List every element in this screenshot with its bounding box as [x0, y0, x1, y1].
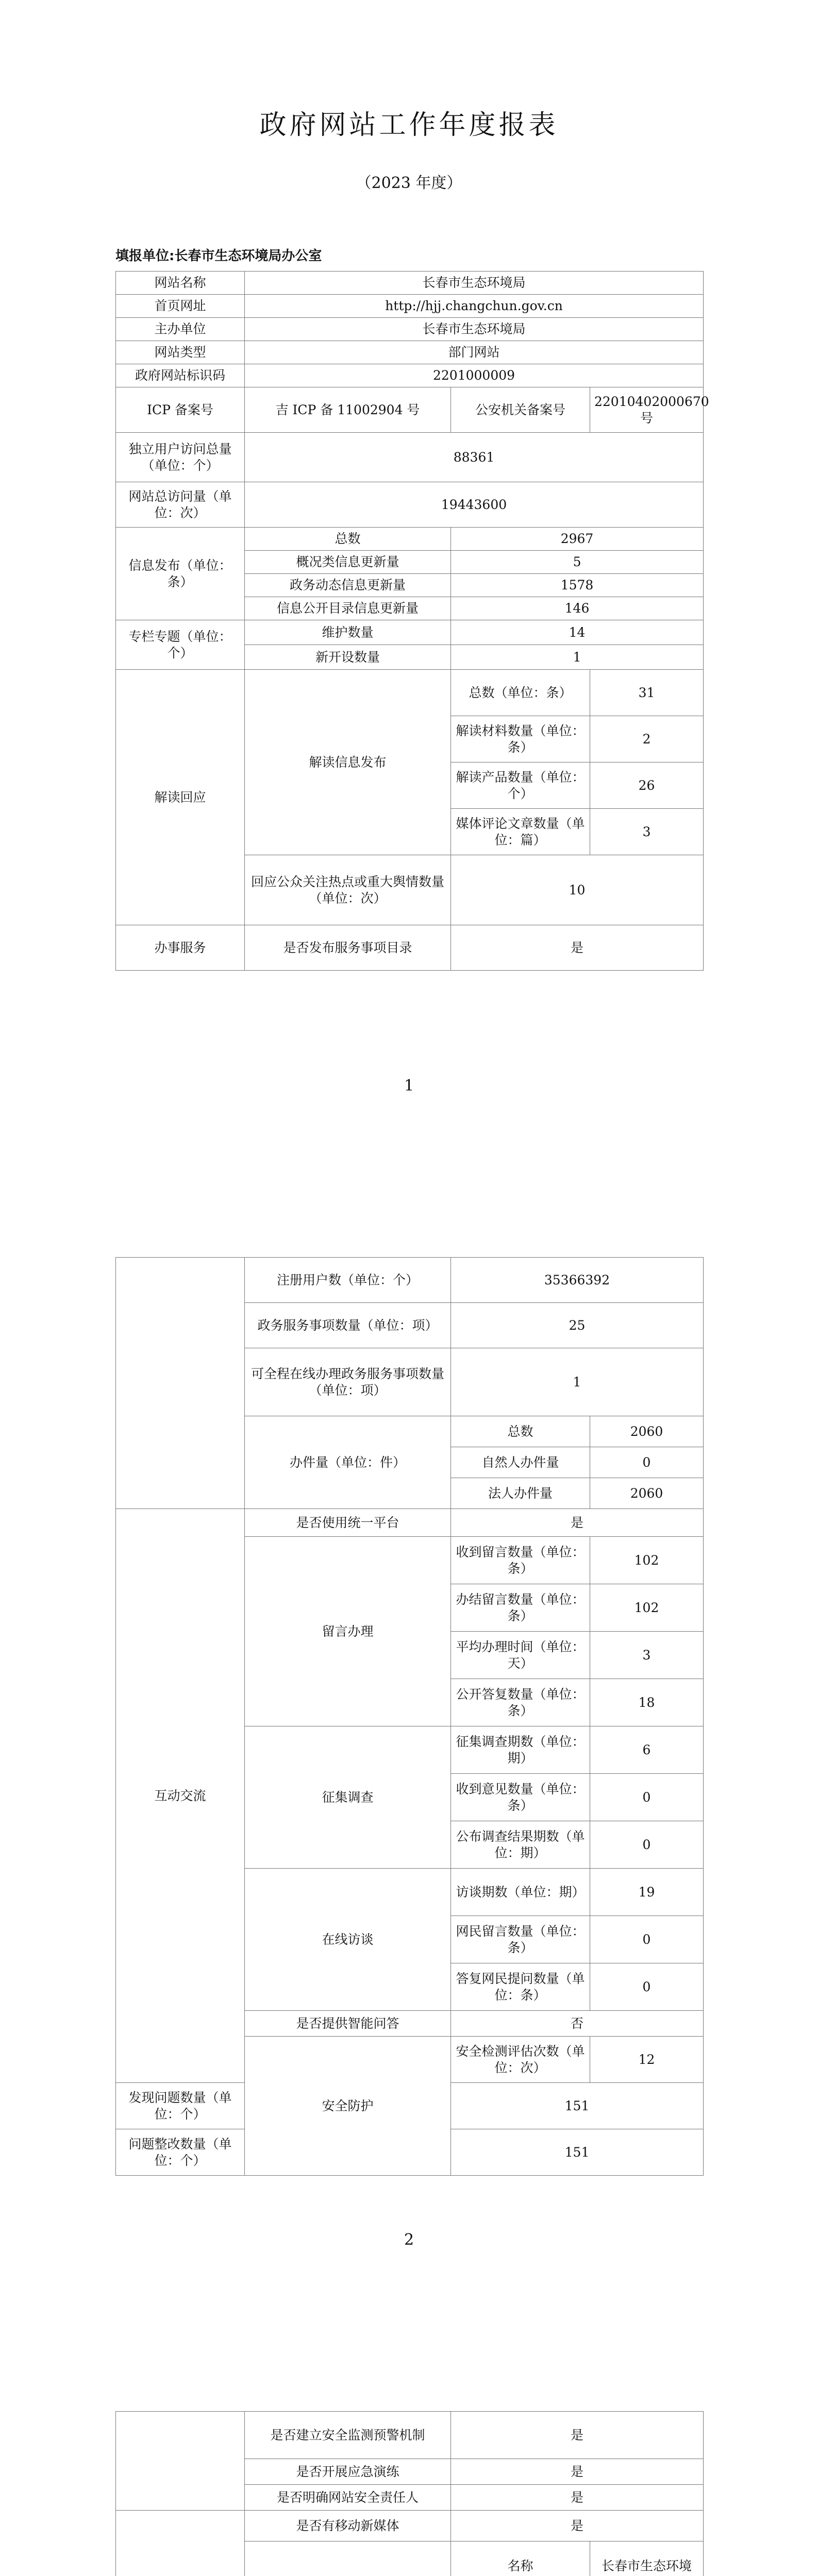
cell-label: 是否有移动新媒体	[245, 2511, 451, 2541]
cell-label: 平均办理时间（单位：天）	[451, 1632, 590, 1679]
cell-value: 是	[451, 925, 704, 971]
cell-value: 31	[590, 670, 704, 716]
cell-label: 名称	[451, 2541, 590, 2576]
cell-label: 解读信息发布	[245, 670, 451, 855]
cell-label: 概况类信息更新量	[245, 551, 451, 574]
cell-label: 注册用户数（单位：个）	[245, 1258, 451, 1303]
cell-value: 是	[451, 1509, 704, 1537]
cell-value: 5	[451, 551, 704, 574]
cell-value: 是	[451, 2511, 704, 2541]
cell-value: 25	[451, 1303, 704, 1348]
table-row	[116, 620, 704, 645]
cell-label	[116, 1258, 245, 1509]
cell-value: 是	[451, 2485, 704, 2511]
table-row	[116, 272, 704, 295]
cell-label: 是否使用统一平台	[245, 1509, 451, 1537]
table-row	[116, 670, 704, 716]
cell-label: 公安机关备案号	[451, 387, 590, 433]
cell-value: 2060	[590, 1416, 704, 1447]
cell-value: 1578	[451, 574, 704, 597]
cell-value: 0	[590, 1447, 704, 1478]
cell-label: 是否提供智能问答	[245, 2011, 451, 2037]
page-number: 1	[404, 1077, 414, 1095]
table-row	[116, 318, 704, 341]
report-table-page3	[115, 2411, 704, 2576]
cell-label: 问题整改数量（单位：个）	[116, 2129, 245, 2176]
cell-value: 151	[451, 2083, 704, 2129]
cell-value: 26	[590, 762, 704, 809]
cell-label: 办件量（单位：件）	[245, 1416, 451, 1509]
table-row	[116, 433, 704, 482]
cell-label: 总数（单位：条）	[451, 670, 590, 716]
cell-value: 长春市生态环境局	[245, 318, 704, 341]
cell-label: 专栏专题（单位：个）	[116, 620, 245, 670]
cell-label: 总数	[245, 528, 451, 551]
report-year: （2023 年度）	[356, 174, 462, 192]
cell-value: 6	[590, 1726, 704, 1774]
table-row	[116, 482, 704, 528]
cell-label: 是否开展应急演练	[245, 2459, 451, 2485]
cell-label: 可全程在线办理政务服务事项数量（单位：项）	[245, 1348, 451, 1416]
cell-value: 22010402000670 号	[590, 387, 704, 433]
table-row	[116, 2511, 704, 2541]
cell-value: 吉 ICP 备 11002904 号	[245, 387, 451, 433]
cell-label: 自然人办件量	[451, 1447, 590, 1478]
cell-label: 维护数量	[245, 620, 451, 645]
cell-value: 长春市生态环境	[590, 2541, 704, 2576]
cell-value: 2	[590, 716, 704, 762]
cell-label	[116, 2412, 245, 2511]
cell-value: 是	[451, 2412, 704, 2459]
table-row	[116, 341, 704, 364]
table-row	[116, 1509, 704, 1537]
cell-label: 法人办件量	[451, 1478, 590, 1509]
cell-value: 部门网站	[245, 341, 704, 364]
cell-label: 媒体评论文章数量（单位：篇）	[451, 809, 590, 855]
cell-value: 151	[451, 2129, 704, 2176]
cell-label: 是否发布服务事项目录	[245, 925, 451, 971]
cell-value: 102	[590, 1537, 704, 1584]
cell-label: 征集调查期数（单位：期）	[451, 1726, 590, 1774]
cell-label: 总数	[451, 1416, 590, 1447]
cell-label: 访谈期数（单位：期）	[451, 1869, 590, 1916]
table-row	[116, 1258, 704, 1303]
cell-label: 公开答复数量（单位：条）	[451, 1679, 590, 1726]
table-row	[116, 925, 704, 971]
cell-label: 征集调查	[245, 1726, 451, 1869]
cell-label: 收到留言数量（单位：条）	[451, 1537, 590, 1584]
cell-label: 网站总访问量（单位：次）	[116, 482, 245, 528]
cell-value: 35366392	[451, 1258, 704, 1303]
cell-label: 首页网址	[116, 295, 245, 318]
cell-value: 102	[590, 1584, 704, 1632]
cell-label: 解读材料数量（单位：条）	[451, 716, 590, 762]
cell-label: 回应公众关注热点或重大舆情数量（单位：次）	[245, 855, 451, 925]
cell-label: 新开设数量	[245, 645, 451, 670]
cell-label: 答复网民提问数量（单位：条）	[451, 1963, 590, 2011]
cell-label: 主办单位	[116, 318, 245, 341]
cell-value: 14	[451, 620, 704, 645]
cell-label: 网站类型	[116, 341, 245, 364]
cell-label: 网民留言数量（单位：条）	[451, 1916, 590, 1963]
cell-value: 146	[451, 597, 704, 620]
table-row	[116, 2412, 704, 2459]
cell-label: 在线访谈	[245, 1869, 451, 2011]
table-row	[116, 387, 704, 433]
cell-value: 2060	[590, 1478, 704, 1509]
cell-label: 政务服务事项数量（单位：项）	[245, 1303, 451, 1348]
cell-label: 政府网站标识码	[116, 364, 245, 387]
table-row	[116, 364, 704, 387]
cell-value: 12	[590, 2037, 704, 2083]
cell-value: 18	[590, 1679, 704, 1726]
cell-value: 2967	[451, 528, 704, 551]
cell-label: 发现问题数量（单位：个）	[116, 2083, 245, 2129]
cell-label: 收到意见数量（单位：条）	[451, 1774, 590, 1821]
cell-label: 网站名称	[116, 272, 245, 295]
table-row	[116, 295, 704, 318]
cell-label: 解读产品数量（单位：个）	[451, 762, 590, 809]
cell-label: 独立用户访问总量（单位：个）	[116, 433, 245, 482]
report-table-page2	[115, 1257, 704, 2176]
cell-value: 长春市生态环境局	[245, 272, 704, 295]
cell-value: 10	[451, 855, 704, 925]
cell-label	[116, 2511, 245, 2576]
cell-label: 信息发布（单位：条）	[116, 528, 245, 620]
cell-label: 公布调查结果期数（单位：期）	[451, 1821, 590, 1869]
cell-label: ICP 备案号	[116, 387, 245, 433]
cell-label: 安全防护	[245, 2037, 451, 2176]
cell-value: 1	[451, 645, 704, 670]
cell-value: 0	[590, 1774, 704, 1821]
cell-label: 安全检测评估次数（单位：次）	[451, 2037, 590, 2083]
cell-value: 88361	[245, 433, 704, 482]
cell-label: 是否明确网站安全责任人	[245, 2485, 451, 2511]
cell-label: 办事服务	[116, 925, 245, 971]
cell-value: 否	[451, 2011, 704, 2037]
cell-value: http://hjj.changchun.gov.cn	[245, 295, 704, 318]
cell-value: 是	[451, 2459, 704, 2485]
cell-label: 政务动态信息更新量	[245, 574, 451, 597]
filing-unit: 填报单位:长春市生态环境局办公室	[115, 248, 322, 264]
cell-value: 0	[590, 1916, 704, 1963]
cell-label: 解读回应	[116, 670, 245, 925]
cell-value: 3	[590, 809, 704, 855]
page-number: 2	[404, 2231, 414, 2249]
cell-label: 互动交流	[116, 1509, 245, 2083]
cell-label: 信息公开目录信息更新量	[245, 597, 451, 620]
cell-value: 2201000009	[245, 364, 704, 387]
cell-label	[245, 2541, 451, 2576]
cell-label: 留言办理	[245, 1537, 451, 1726]
page-title: 政府网站工作年度报表	[259, 110, 559, 141]
cell-value: 3	[590, 1632, 704, 1679]
cell-value: 19443600	[245, 482, 704, 528]
cell-value: 0	[590, 1963, 704, 2011]
report-table-page1	[115, 271, 709, 971]
cell-label: 是否建立安全监测预警机制	[245, 2412, 451, 2459]
cell-label: 办结留言数量（单位：条）	[451, 1584, 590, 1632]
cell-value: 0	[590, 1821, 704, 1869]
cell-value: 1	[451, 1348, 704, 1416]
cell-value: 19	[590, 1869, 704, 1916]
table-row	[116, 528, 704, 551]
